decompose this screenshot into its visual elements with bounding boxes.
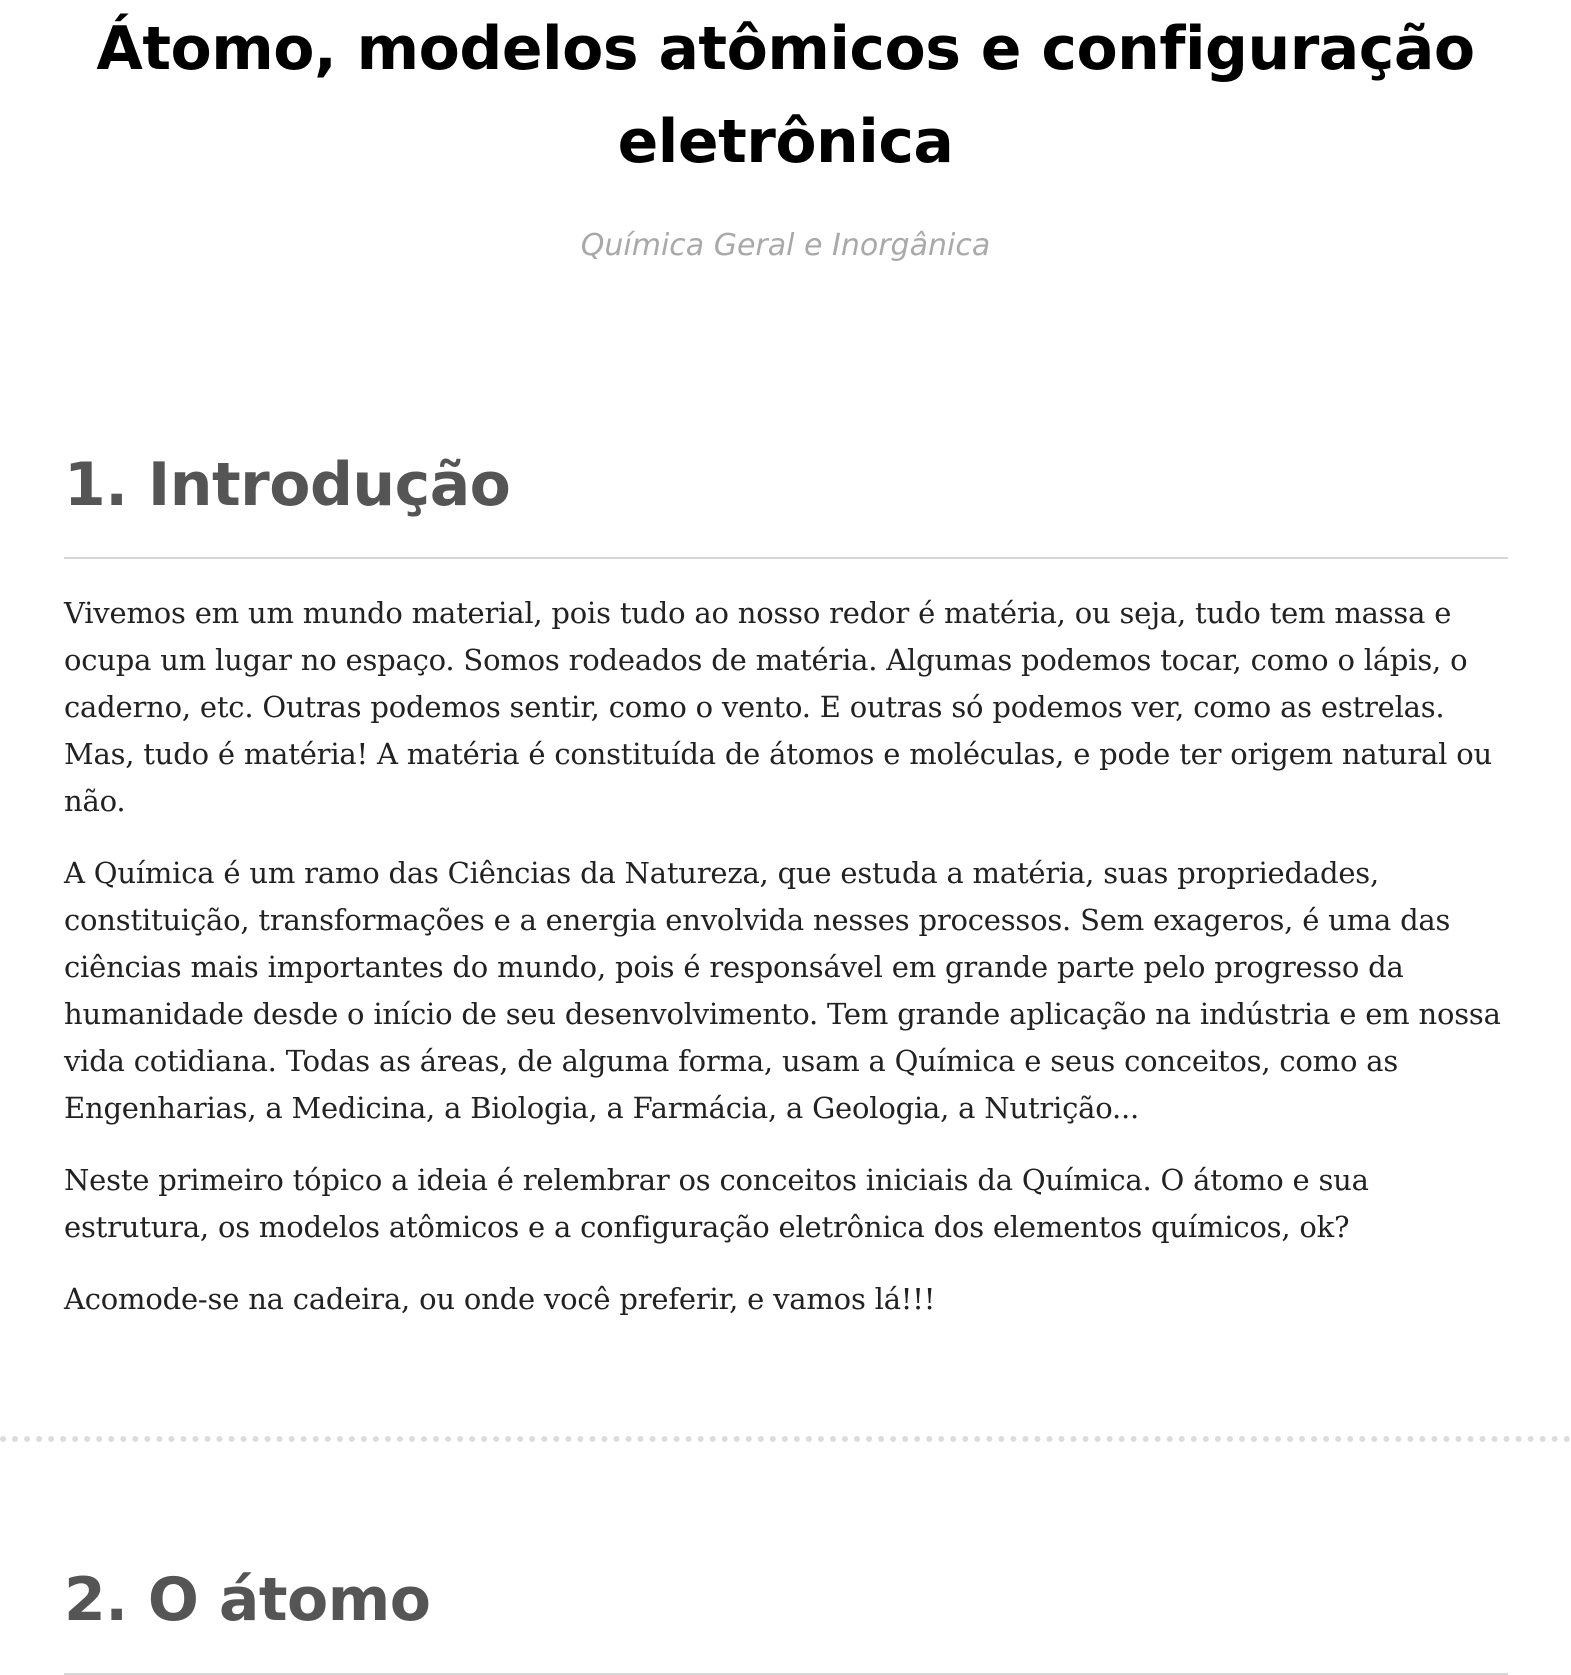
paragraph: Neste primeiro tópico a ideia é relembrar os conceitos iniciais da Química. O átomo e sua estrutura, os modelos atômicos e a configuração eletrônica dos elementos químicos, ok? <box>64 1163 1369 1244</box>
paragraph: A Química é um ramo das Ciências da Natureza, que estuda a matéria, suas propriedades, constituição, transformações e a energia envolvida nesses processos. Sem exageros, é uma das ciências mais importantes do mundo, pois é responsável em grande parte pelo progresso da humanidade desde o início de seu desenvolvimento. Tem grande aplicação na indústria e em nossa vida cotidiana. Todas as áreas, de alguma forma, usam a Química e seus conceitos, como as Engenharias, a Medicina, a Biologia, a Farmácia, a Geologia, a Nutrição... <box>64 856 1501 1125</box>
section-heading-o-atomo: 2. O átomo <box>64 1565 431 1635</box>
section-body-introducao <box>64 590 1514 1348</box>
paragraph: Acomode-se na cadeira, ou onde você preferir, e vamos lá!!! <box>64 1282 936 1316</box>
section-heading-introducao: 1. Introdução <box>64 450 511 520</box>
page-subtitle: Química Geral e Inorgânica <box>580 228 991 263</box>
paragraph: Vivemos em um mundo material, pois tudo ao nosso redor é matéria, ou seja, tudo tem massa e ocupa um lugar no espaço. Somos rodeados de matéria. Algumas podemos tocar, como o lápis, o caderno, etc. Outras podemos sentir, como o vento. E outras só podemos ver, como as estrelas. Mas, tudo é matéria! A matéria é constituída de átomos e moléculas, e pode ter origem natural ou não. <box>64 596 1492 818</box>
section-divider <box>64 557 1508 559</box>
page-title: Átomo, modelos atômicos e configuração eletrônica <box>96 14 1475 177</box>
dotted-section-separator <box>0 1436 1571 1442</box>
